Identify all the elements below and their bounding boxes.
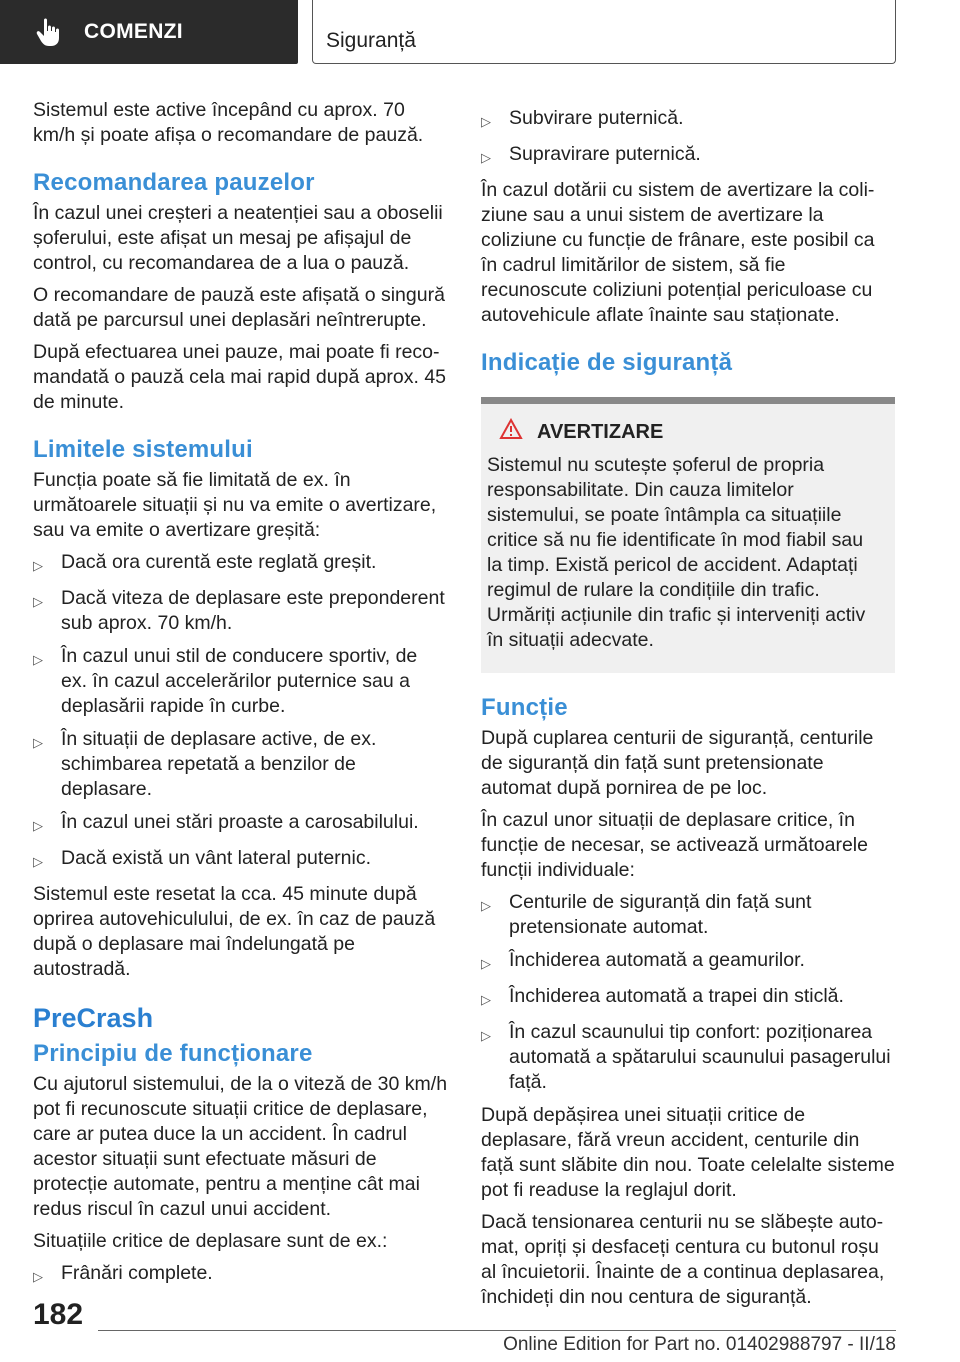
paragraph: În cazul unor situații de deplasare critice, în funcție de necesar, se activează următoarele funcții individuale:: [481, 809, 868, 881]
bullet-triangle-icon: ▷: [481, 956, 491, 971]
list-item: ▷ În cazul unei stări proaste a carosabilului.: [33, 810, 448, 838]
paragraph: Sistemul este resetat la cca. 45 minute după oprirea autovehiculului, de ex. în caz de pauză după o deplasare mai îndelungată pe autostradă.: [33, 883, 436, 980]
list-item: ▷ Închiderea automată a geamurilor.: [481, 948, 895, 976]
section-label: Siguranță: [326, 29, 416, 52]
bullet-triangle-icon: ▷: [481, 898, 491, 913]
heading-system-limits: Limitele sistemului: [33, 436, 253, 463]
heading-precrash: PreCrash: [33, 1003, 154, 1033]
right-column: [481, 106, 895, 1317]
section-tab[interactable]: [312, 0, 896, 64]
bullet-triangle-icon: ▷: [33, 594, 43, 609]
warning-title: AVERTIZARE: [537, 421, 664, 443]
list-item: ▷ În cazul unui stil de conducere sportiv, de ex. în cazul accelerărilor puternice sau a deplasării rapide în curbe.: [33, 645, 418, 717]
list-item: ▷ Frânări complete.: [33, 1261, 448, 1289]
list-item: ▷ Închiderea automată a trapei din sticlă.: [481, 984, 895, 1012]
page-header: [0, 0, 960, 66]
bullet-triangle-icon: ▷: [33, 558, 43, 573]
list-item: ▷ În cazul scaunului tip confort: poziționarea automată a spătarului scaunului pasagerului față.: [481, 1021, 891, 1093]
footer-edition: Online Edition for Part no. 01402988797 - II/18: [503, 1334, 896, 1355]
bullet-triangle-icon: ▷: [33, 1269, 43, 1284]
paragraph: În cazul unei creșteri a neatenției sau a oboselii șoferului, este afișat un mesaj pe afișajul de control, cu recomandarea de a lua o pauză.: [33, 202, 443, 274]
list-item: ▷ În situații de deplasare active, de ex. schimbarea repetată a benzilor de deplasare.: [33, 728, 377, 800]
bullet-triangle-icon: ▷: [33, 735, 43, 750]
hand-pointer-icon: [30, 12, 70, 52]
heading-function-principle: Principiu de funcționare: [33, 1040, 313, 1067]
bullet-triangle-icon: ▷: [33, 854, 43, 869]
heading-function: Funcție: [481, 694, 568, 721]
paragraph: După efectuarea unei pauze, mai poate fi recomandată o pauză cela mai rapid după aprox. 45 de minute.: [33, 341, 447, 413]
list-item: ▷ Dacă viteza de deplasare este preponderent sub aprox. 70 km/h.: [33, 587, 445, 634]
list-item: ▷ Dacă ora curentă este reglată greșit.: [33, 550, 448, 578]
footer-divider: [98, 1330, 896, 1331]
bullet-triangle-icon: ▷: [481, 1028, 491, 1043]
bullet-triangle-icon: ▷: [481, 114, 491, 129]
bullet-triangle-icon: ▷: [481, 150, 491, 165]
warning-header: [499, 418, 883, 447]
paragraph: Situațiile critice de deplasare sunt de ex.:: [33, 1230, 388, 1252]
bullet-triangle-icon: ▷: [33, 652, 43, 667]
heading-break-recommendation: Recomandarea pauzelor: [33, 169, 315, 196]
paragraph: Sistemul este active începând cu aprox. 70 km/h și poate afișa o recomandare de pauză.: [33, 99, 424, 146]
paragraph: Cu ajutorul sistemului, de la o viteză de 30 km/h pot fi recunoscute situații critice de deplasare, care ar putea duce la un accident. În cadrul acestor situații sunt efectuate măsuri de protecție automate, pentru a menține cât mai redus riscul în cazul unui accident.: [33, 1073, 448, 1220]
bullet-triangle-icon: ▷: [33, 818, 43, 833]
page-number: 182: [33, 1298, 84, 1331]
list-item: ▷ Supravirare puternică.: [481, 142, 895, 170]
list-item: ▷ Centurile de siguranță din față sunt pretensionate automat.: [481, 891, 812, 938]
paragraph: După cuplarea centurii de siguranță, centurile de siguranță din față sunt pretensionate automat după pornirea de pe loc.: [481, 727, 874, 799]
left-column: [33, 98, 448, 1297]
list-item: ▷ Dacă există un vânt lateral puternic.: [33, 846, 448, 874]
chapter-label: COMENZI: [84, 20, 183, 43]
paragraph: După depășirea unei situații critice de deplasare, fără vreun accident, centurile din față sunt slăbite din nou. Toate celelalte sisteme pot fi readuse la reglajul dorit.: [481, 1104, 895, 1201]
warning-triangle-icon: [499, 418, 523, 447]
list-item: ▷ Subvirare puternică.: [481, 106, 895, 134]
paragraph: O recomandare de pauză este afișată o singură dată pe parcursul unei deplasări neîntrerupte.: [33, 284, 445, 331]
bullet-triangle-icon: ▷: [481, 992, 491, 1007]
paragraph: Funcția poate să fie limitată de ex. în următoarele situații și nu va emite o avertizare, sau va emite o avertizare greșită:: [33, 469, 437, 541]
chapter-tab[interactable]: [0, 0, 298, 64]
heading-safety-note: Indicație de siguranță: [481, 349, 733, 376]
paragraph: Dacă tensionarea centurii nu se slăbește automat, opriți și desfaceți centura cu butonul roșu al încuietorii. Înainte de a continua deplasarea, închideți din nou centura de siguranță.: [481, 1211, 885, 1308]
warning-text: Sistemul nu scutește șoferul de propria responsabilitate. Din cauza limitelor sistemului, se poate întâmpla ca situațiile critice să nu fie identificate în mod fiabil sau la timp. Există pericol de accident. Adaptați regimul de rulare la condițiile din trafic. Urmăriți acțiunile din trafic și interveniți activ în situații adecvate.: [487, 454, 866, 651]
paragraph: În cazul dotării cu sistem de avertizare la coliziune sau a unui sistem de avertizare la coliziune cu funcție de frânare, este posibil ca în cadrul limitărilor de sistem, să fie recunoscute coliziuni potențial periculoase cu autovehicule aflate înainte sau staționate.: [481, 179, 875, 326]
warning-box: [481, 397, 895, 673]
